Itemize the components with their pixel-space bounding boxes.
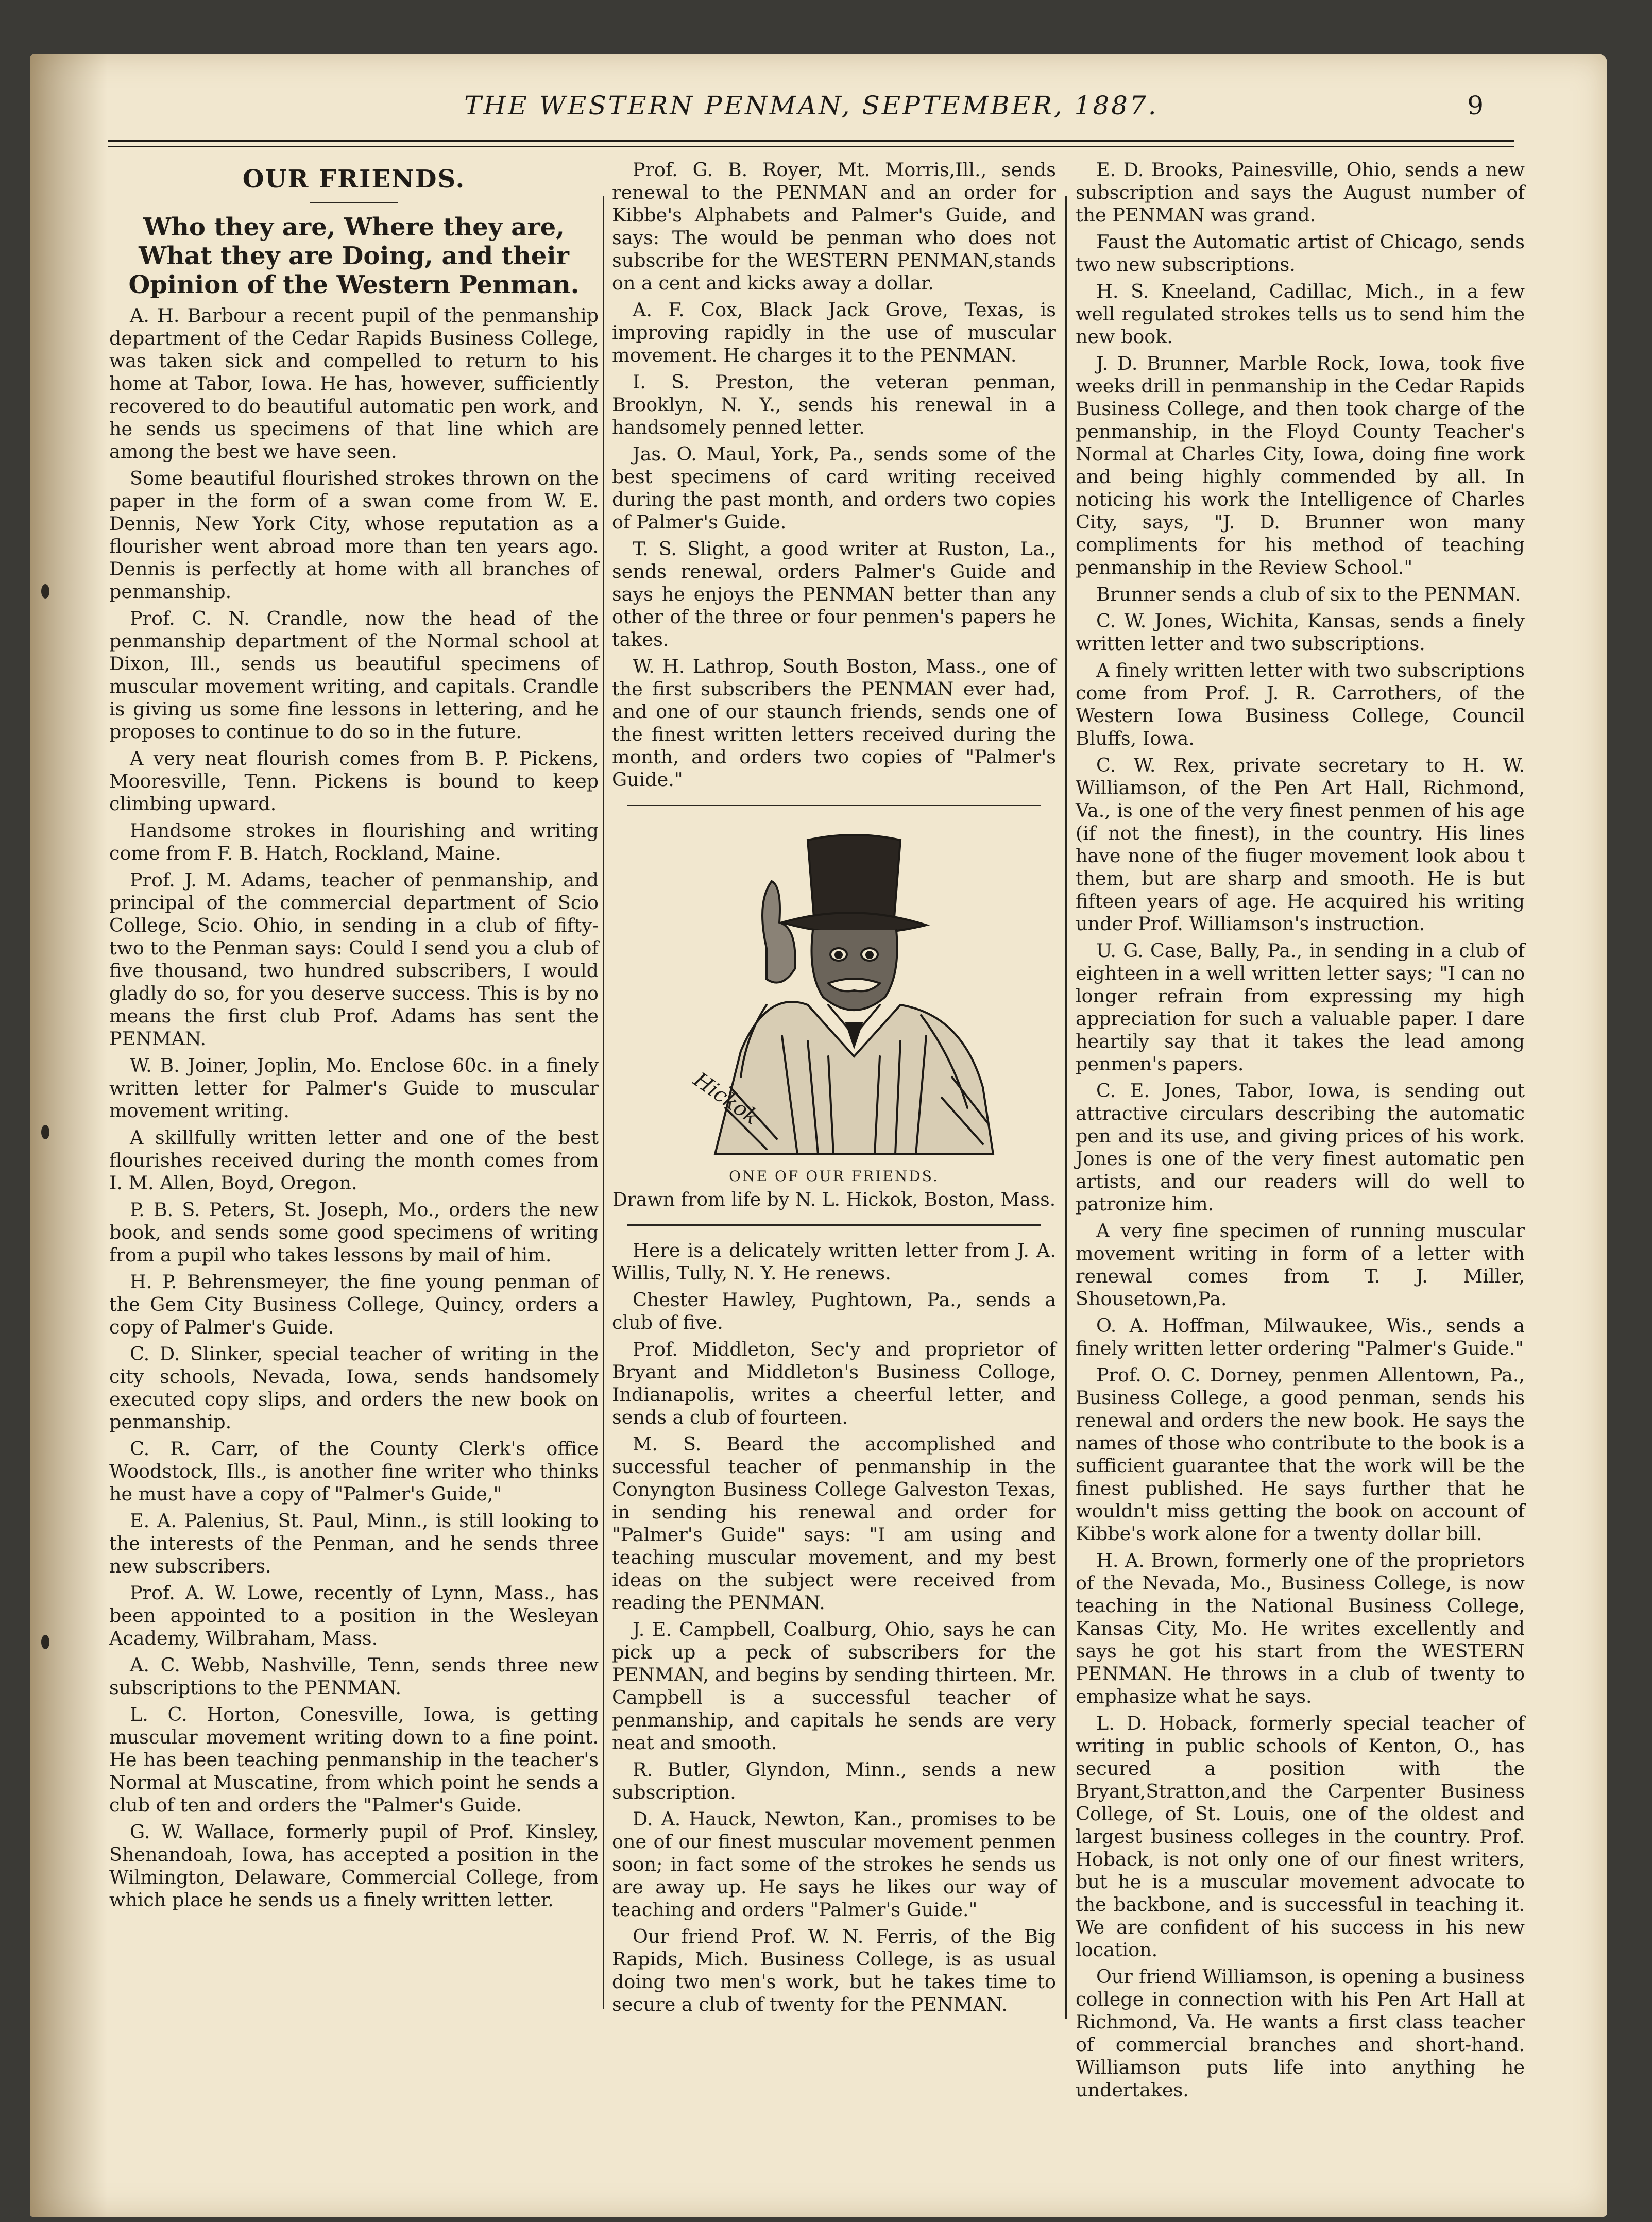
paragraph: Some beautiful flourished strokes thrown on the paper in the form of a swan come from W. E. Dennis, New York City, whose reputation as a flourisher went abroad more than ten years ago. Dennis is perfectly at home with all branches of penmanship. — [109, 467, 599, 603]
top-hat-man-illustration — [612, 819, 1056, 1190]
binding-mark — [41, 584, 49, 599]
column-rule — [1065, 196, 1067, 2019]
paragraph: D. A. Hauck, Newton, Kan., promises to be one of our finest muscular movement penmen soon; in fact some of the strokes he sends us are away up. He says he likes our way of teaching and orders "Palmer's Guide." — [612, 1808, 1056, 1921]
header-rule-thin — [108, 146, 1514, 147]
paragraph: G. W. Wallace, formerly pupil of Prof. Kinsley, Shenandoah, Iowa, has accepted a position in the Wilmington, Delaware, Commercial College, from which place he sends us a finely written letter. — [109, 1821, 599, 1911]
paragraph: W. H. Lathrop, South Boston, Mass., one of the first subscribers the PENMAN ever had, and one of our staunch friends, sends one of the finest written letters received during the month, and orders two copies of "Palmer's Guide." — [612, 655, 1056, 791]
paragraph: C. E. Jones, Tabor, Iowa, is sending out attractive circulars describing the automatic pen and its use, and giving prices of his work. Jones is one of the very finest automatic pen artists, and our readers will do well to patronize him. — [1076, 1080, 1525, 1215]
paragraph: A skillfully written letter and one of the best flourishes received during the month comes from I. M. Allen, Boyd, Oregon. — [109, 1126, 599, 1194]
paragraph: A finely written letter with two subscriptions come from Prof. J. R. Carrothers, of the Western Iowa Business College, Council Bluffs, Iowa. — [1076, 659, 1525, 749]
column-2 — [612, 159, 1056, 2020]
section-rule — [627, 1224, 1041, 1226]
article-subtitle: Who they are, Where they are, What they are Doing, and their Opinion of the Western Penman. — [128, 213, 580, 299]
paragraph: Prof. J. M. Adams, teacher of penmanship, and principal of the commercial department of Scio College, Scio. Ohio, in sending in a club of fifty-two to the Penman says: Could I send you a club of five thousand, two hundred subscribers, I would gladly do so, for you deserve success. This is by no means the first club Prof. Adams has sent the PENMAN. — [109, 869, 599, 1050]
paragraph: Prof. G. B. Royer, Mt. Morris,Ill., sends renewal to the PENMAN and an order for Kibbe's Alphabets and Palmer's Guide, and says: The would be penman who does not subscribe for the WESTERN PENMAN,stands on a cent and kicks away a dollar. — [612, 159, 1056, 294]
figure-caption: Drawn from life by N. L. Hickok, Boston, Mass. — [612, 1189, 1056, 1210]
paragraph: L. C. Horton, Conesville, Iowa, is getting muscular movement writing down to a fine point. He has been teaching penmanship in the teacher's Normal at Muscatine, from which point he sends a club of ten and orders the "Palmer's Guide. — [109, 1703, 599, 1816]
paragraph: H. P. Behrensmeyer, the fine young penman of the Gem City Business College, Quincy, orders a copy of Palmer's Guide. — [109, 1271, 599, 1338]
paragraph: H. S. Kneeland, Cadillac, Mich., in a few well regulated strokes tells us to send him the new book. — [1076, 280, 1525, 348]
paragraph: C. W. Rex, private secretary to H. W. Williamson, of the Pen Art Hall, Richmond, Va., is one of the very finest penmen of his age (if not the finest), in the country. His lines have none of the fiuger movement look abou t them, but are sharp and smooth. He is but fifteen years of age. He acquired his writing under Prof. Williamson's instruction. — [1076, 754, 1525, 935]
paragraph: Prof. C. N. Crandle, now the head of the penmanship department of the Normal school at Dixon, Ill., sends us beautiful specimens of muscular movement writing, and capitals. Crandle is giving us some fine lessons in lettering, and he proposes to continue to do so in the future. — [109, 607, 599, 743]
paragraph: A. F. Cox, Black Jack Grove, Texas, is improving rapidly in the use of muscular movement. He charges it to the PENMAN. — [612, 299, 1056, 366]
paragraph: M. S. Beard the accomplished and successful teacher of penmanship in the Conyngton Business College Galveston Texas, in sending his renewal and order for "Palmer's Guide" says: "I am using and teaching muscular movement, and my best ideas on the subject were received from reading the PENMAN. — [612, 1433, 1056, 1614]
page-header — [108, 91, 1514, 137]
paragraph: Our friend Williamson, is opening a business college in connection with his Pen Art Hall at Richmond, Va. He wants a first class teacher of commercial branches and short-hand. Williamson puts life into anything he undertakes. — [1076, 1965, 1525, 2101]
paragraph: H. A. Brown, formerly one of the proprietors of the Nevada, Mo., Business College, is now teaching in the National Business College, Kansas City, Mo. He writes excellently and says he got his start from the WESTERN PENMAN. He throws in a club of twenty to emphasize what he says. — [1076, 1549, 1525, 1707]
paragraph: Handsome strokes in flourishing and writing come from F. B. Hatch, Rockland, Maine. — [109, 819, 599, 864]
binding-mark — [41, 1125, 49, 1139]
illustration-figure — [612, 819, 1056, 1211]
paragraph: Our friend Prof. W. N. Ferris, of the Big Rapids, Mich. Business College, is as usual doing two men's work, but he takes time to secure a club of twenty for the PENMAN. — [612, 1925, 1056, 2015]
paragraph: J. E. Campbell, Coalburg, Ohio, says he can pick up a peck of subscribers for the PENMAN, and begins by sending thirteen. Mr. Campbell is a successful teacher of penmanship, and capitals he sends are very neat and smooth. — [612, 1618, 1056, 1754]
header-rule — [108, 140, 1514, 142]
paragraph: R. Butler, Glyndon, Minn., sends a new subscription. — [612, 1758, 1056, 1803]
paragraph: L. D. Hoback, formerly special teacher of writing in public schools of Kenton, O., has secured a position with the Bryant,Stratton,and the Carpenter Business College, of St. Louis, one of the oldest and largest business colleges in the country. Prof. Hoback, is not only one of our finest writers, but he is a muscular movement advocate to the backbone, and is successful in teaching it. We are confident of his success in his new location. — [1076, 1712, 1525, 1961]
paragraph: U. G. Case, Bally, Pa., in sending in a club of eighteen in a well written letter says; "I can no longer refrain from expressing my high appreciation for such a valuable paper. I dare heartily say that it takes the lead among penmen's papers. — [1076, 939, 1525, 1075]
paragraph: Prof. Middleton, Sec'y and proprietor of Bryant and Middleton's Business Colloge, Indianapolis, writes a cheerful letter, and sends a club of fourteen. — [612, 1338, 1056, 1428]
page-number: 9 — [1467, 91, 1484, 121]
column-3 — [1076, 159, 1525, 2106]
paragraph: O. A. Hoffman, Milwaukee, Wis., sends a finely written letter ordering "Palmer's Guide." — [1076, 1314, 1525, 1359]
paragraph: A. H. Barbour a recent pupil of the penmanship department of the Cedar Rapids Business College, was taken sick and compelled to return to his home at Tabor, Iowa. He has, however, sufficiently recovered to do beautiful automatic pen work, and he sends us specimens of that line which are among the best we have seen. — [109, 304, 599, 463]
figure-caption-title: ONE OF OUR FRIENDS. — [729, 1168, 939, 1185]
paragraph: E. D. Brooks, Painesville, Ohio, sends a new subscription and says the August number of the PENMAN was grand. — [1076, 159, 1525, 226]
paragraph: P. B. S. Peters, St. Joseph, Mo., orders the new book, and sends some good specimens of writing from a pupil who takes lessons by mail of him. — [109, 1199, 599, 1266]
paragraph: Brunner sends a club of six to the PENMAN. — [1096, 583, 1521, 605]
paragraph: W. B. Joiner, Joplin, Mo. Enclose 60c. in a finely written letter for Palmer's Guide to muscular movement writing. — [109, 1054, 599, 1122]
running-head: THE WESTERN PENMAN, SEPTEMBER, 1887. — [464, 91, 1159, 121]
paragraph: Here is a delicately written letter from J. A. Willis, Tully, N. Y. He renews. — [612, 1239, 1056, 1284]
article-title: OUR FRIENDS. — [242, 165, 466, 194]
paragraph: C. R. Carr, of the County Clerk's office Woodstock, Ills., is another fine writer who thinks he must have a copy of "Palmer's Guide," — [109, 1438, 599, 1505]
paragraph: C. W. Jones, Wichita, Kansas, sends a finely written letter and two subscriptions. — [1076, 610, 1525, 655]
paragraph: Chester Hawley, Pughtown, Pa., sends a club of five. — [612, 1289, 1056, 1334]
paragraph: J. D. Brunner, Marble Rock, Iowa, took five weeks drill in penmanship in the Cedar Rapids Business College, and then took charge of the penmanship, in the Floyd County Teacher's Normal at Charles City, Iowa, doing fine work and being highly commended by all. In noticing his work the Intelligence of Charles City, says, "J. D. Brunner won many compliments for his method of teaching penmanship in the Review School." — [1076, 352, 1525, 578]
paragraph: Jas. O. Maul, York, Pa., sends some of the best specimens of card writing received during the past month, and orders two copies of Palmer's Guide. — [612, 443, 1056, 533]
paragraph: I. S. Preston, the veteran penman, Brooklyn, N. Y., sends his renewal in a handsomely penned letter. — [612, 371, 1056, 438]
paragraph: Faust the Automatic artist of Chicago, sends two new subscriptions. — [1076, 231, 1525, 276]
paragraph: A. C. Webb, Nashville, Tenn, sends three new subscriptions to the PENMAN. — [109, 1654, 599, 1699]
title-rule — [310, 202, 398, 203]
section-rule — [627, 805, 1041, 806]
paragraph: Prof. A. W. Lowe, recently of Lynn, Mass., has been appointed to a position in the Wesleyan Academy, Wilbraham, Mass. — [109, 1582, 599, 1649]
paragraph: T. S. Slight, a good writer at Ruston, La., sends renewal, orders Palmer's Guide and says he enjoys the PENMAN better than any other of the three or four penmen's papers he takes. — [612, 538, 1056, 651]
artist-signature: Hickok — [689, 1068, 763, 1130]
paragraph: Prof. O. C. Dorney, penmen Allentown, Pa., Business College, a good penman, sends his renewal and orders the new book. He says the names of those who contribute to the book is a sufficient guarantee that the work will be the finest published. He says further that he wouldn't miss getting the book on account of Kibbe's work alone for a twenty dollar bill. — [1076, 1364, 1525, 1545]
paragraph: E. A. Palenius, St. Paul, Minn., is still looking to the interests of the Penman, and he sends three new subscribers. — [109, 1510, 599, 1577]
paragraph: A very fine specimen of running muscular movement writing in form of a letter with renewal comes from T. J. Miller, Shousetown,Pa. — [1076, 1220, 1525, 1310]
column-rule — [603, 196, 604, 2009]
paragraph: A very neat flourish comes from B. P. Pickens, Mooresville, Tenn. Pickens is bound to keep climbing upward. — [109, 747, 599, 815]
paragraph: C. D. Slinker, special teacher of writing in the city schools, Nevada, Iowa, sends handsomely executed copy slips, and orders the new book on penmanship. — [109, 1343, 599, 1433]
binding-mark — [41, 1635, 49, 1649]
column-1 — [109, 159, 599, 1916]
